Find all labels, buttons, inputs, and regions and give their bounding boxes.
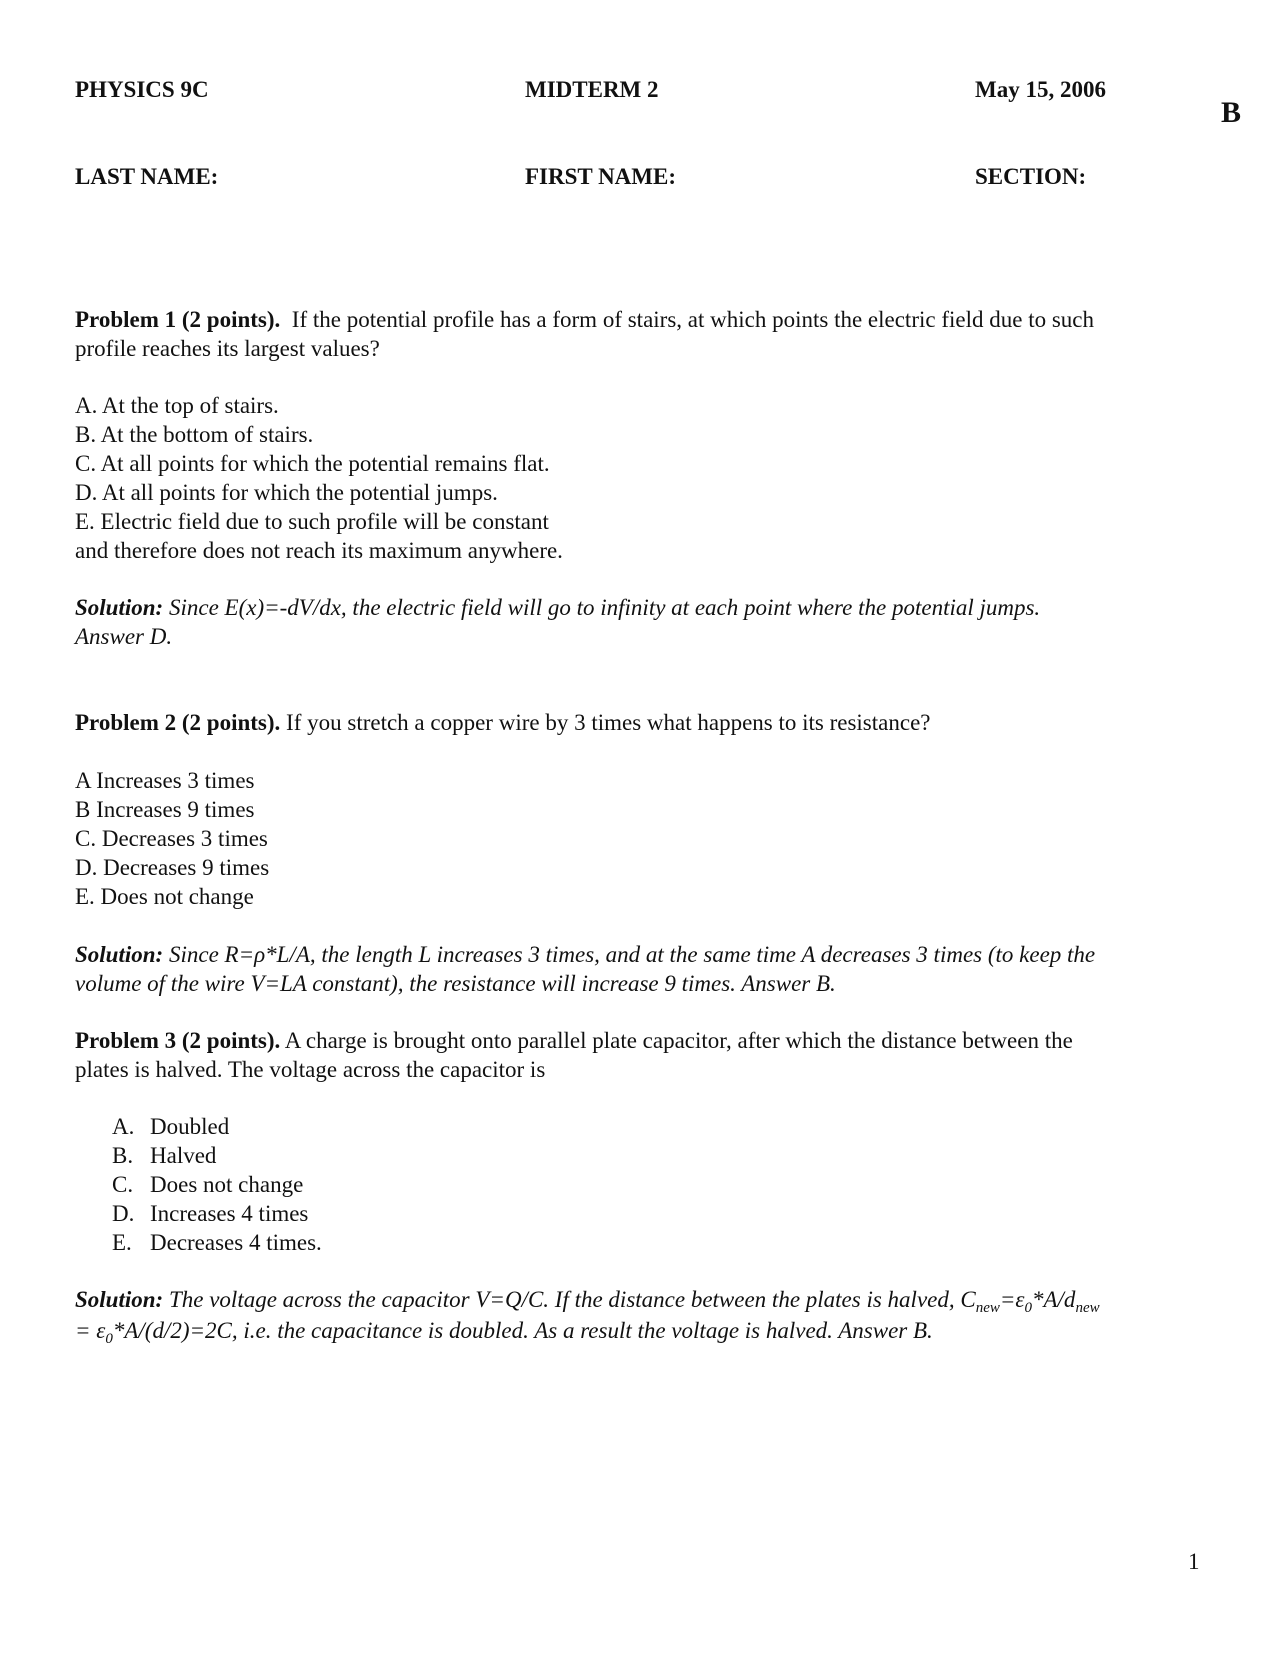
problem-1-solution-line2: Answer D. <box>75 624 173 649</box>
option-letter: D. <box>112 1201 135 1226</box>
exam-date: May 15, 2006 <box>975 77 1106 102</box>
option-letter: E. <box>112 1230 132 1255</box>
problem-1-option-a: A. At the top of stairs. <box>75 393 279 418</box>
solution-text: =ε <box>999 1287 1025 1312</box>
problem-1-option-e-cont: and therefore does not reach its maximum anywhere. <box>75 538 563 563</box>
problem-3-solution <box>75 1285 1205 1345</box>
problem-1-statement <box>75 305 1205 363</box>
solution-text: *A/d <box>1031 1287 1076 1312</box>
problem-2-text: If you stretch a copper wire by 3 times what happens to its resistance? <box>286 710 931 735</box>
problem-3-option-c <box>112 1170 322 1199</box>
option-text: Does not change <box>150 1172 304 1197</box>
option-text: Halved <box>150 1143 217 1168</box>
problem-3-option-d <box>112 1199 322 1228</box>
problem-2-options <box>75 766 1205 911</box>
solution-text: *A/(d/2)=2C, i.e. the capacitance is doubled. As a result the voltage is halved. Answer B. <box>112 1318 933 1343</box>
solution-text: The voltage across the capacitor V=Q/C. If the distance between the plates is halved, C <box>168 1287 976 1312</box>
section-label: SECTION: <box>975 164 1087 189</box>
subscript: new <box>1075 1300 1100 1316</box>
problem-3-text-line2: plates is halved. The voltage across the capacitor is <box>75 1057 546 1082</box>
subscript: 0 <box>105 1331 113 1347</box>
problem-2-solution-line1: Since R=ρ*L/A, the length L increases 3 times, and at the same time A decreases 3 times (to keep the <box>168 942 1096 967</box>
page-number: 1 <box>1188 1549 1200 1574</box>
problem-3-title: Problem 3 (2 points). <box>75 1028 281 1053</box>
problem-3-statement <box>75 1026 1205 1084</box>
problem-2-solution <box>75 940 1205 998</box>
option-letter: B. <box>112 1143 134 1168</box>
problem-2-solution-line2: volume of the wire V=LA constant), the resistance will increase 9 times. Answer B. <box>75 971 836 996</box>
problem-3-option-e <box>112 1228 322 1257</box>
problem-3-options <box>112 1112 322 1257</box>
problem-1-options <box>75 391 1205 565</box>
problem-1-solution-line1: Since E(x)=-dV/dx, the electric field will go to infinity at each point where the potential jumps. <box>168 595 1041 620</box>
option-letter: C. <box>112 1172 134 1197</box>
problem-3-option-b <box>112 1141 322 1170</box>
problem-1-title: Problem 1 (2 points). <box>75 307 281 332</box>
problem-2-option-a: A Increases 3 times <box>75 768 255 793</box>
problem-3-solution-label: Solution: <box>75 1287 164 1312</box>
option-text: Decreases 4 times. <box>150 1230 322 1255</box>
subscript: 0 <box>1024 1300 1032 1316</box>
solution-text: = ε <box>75 1318 106 1343</box>
problem-1-option-b: B. At the bottom of stairs. <box>75 422 314 447</box>
problem-1-solution-label: Solution: <box>75 595 164 620</box>
problem-2-title: Problem 2 (2 points). <box>75 710 281 735</box>
problem-2-option-b: B Increases 9 times <box>75 797 255 822</box>
problem-3-option-a <box>112 1112 322 1141</box>
problem-1-option-d: D. At all points for which the potential jumps. <box>75 480 498 505</box>
problem-2-statement <box>75 708 1205 737</box>
problem-2-solution-label: Solution: <box>75 942 164 967</box>
option-text: Increases 4 times <box>150 1201 309 1226</box>
course-title: PHYSICS 9C <box>75 77 209 102</box>
problem-1-solution <box>75 593 1205 651</box>
problem-1-option-e: E. Electric field due to such profile will be constant <box>75 509 549 534</box>
problem-1-text-line1: If the potential profile has a form of stairs, at which points the electric field due to such <box>291 307 1094 332</box>
option-text: Doubled <box>150 1114 230 1139</box>
problem-2-option-d: D. Decreases 9 times <box>75 855 270 880</box>
problem-1-text-line2: profile reaches its largest values? <box>75 336 380 361</box>
exam-title: MIDTERM 2 <box>525 77 659 102</box>
option-letter: A. <box>112 1114 135 1139</box>
problem-2-option-e: E. Does not change <box>75 884 254 909</box>
first-name-label: FIRST NAME: <box>525 164 677 189</box>
problem-2-option-c: C. Decreases 3 times <box>75 826 268 851</box>
problem-1-option-c: C. At all points for which the potential remains flat. <box>75 451 550 476</box>
last-name-label: LAST NAME: <box>75 164 219 189</box>
exam-version: B <box>1221 96 1242 129</box>
problem-3-text-line1: A charge is brought onto parallel plate capacitor, after which the distance between the <box>284 1028 1073 1053</box>
subscript: new <box>975 1300 1000 1316</box>
